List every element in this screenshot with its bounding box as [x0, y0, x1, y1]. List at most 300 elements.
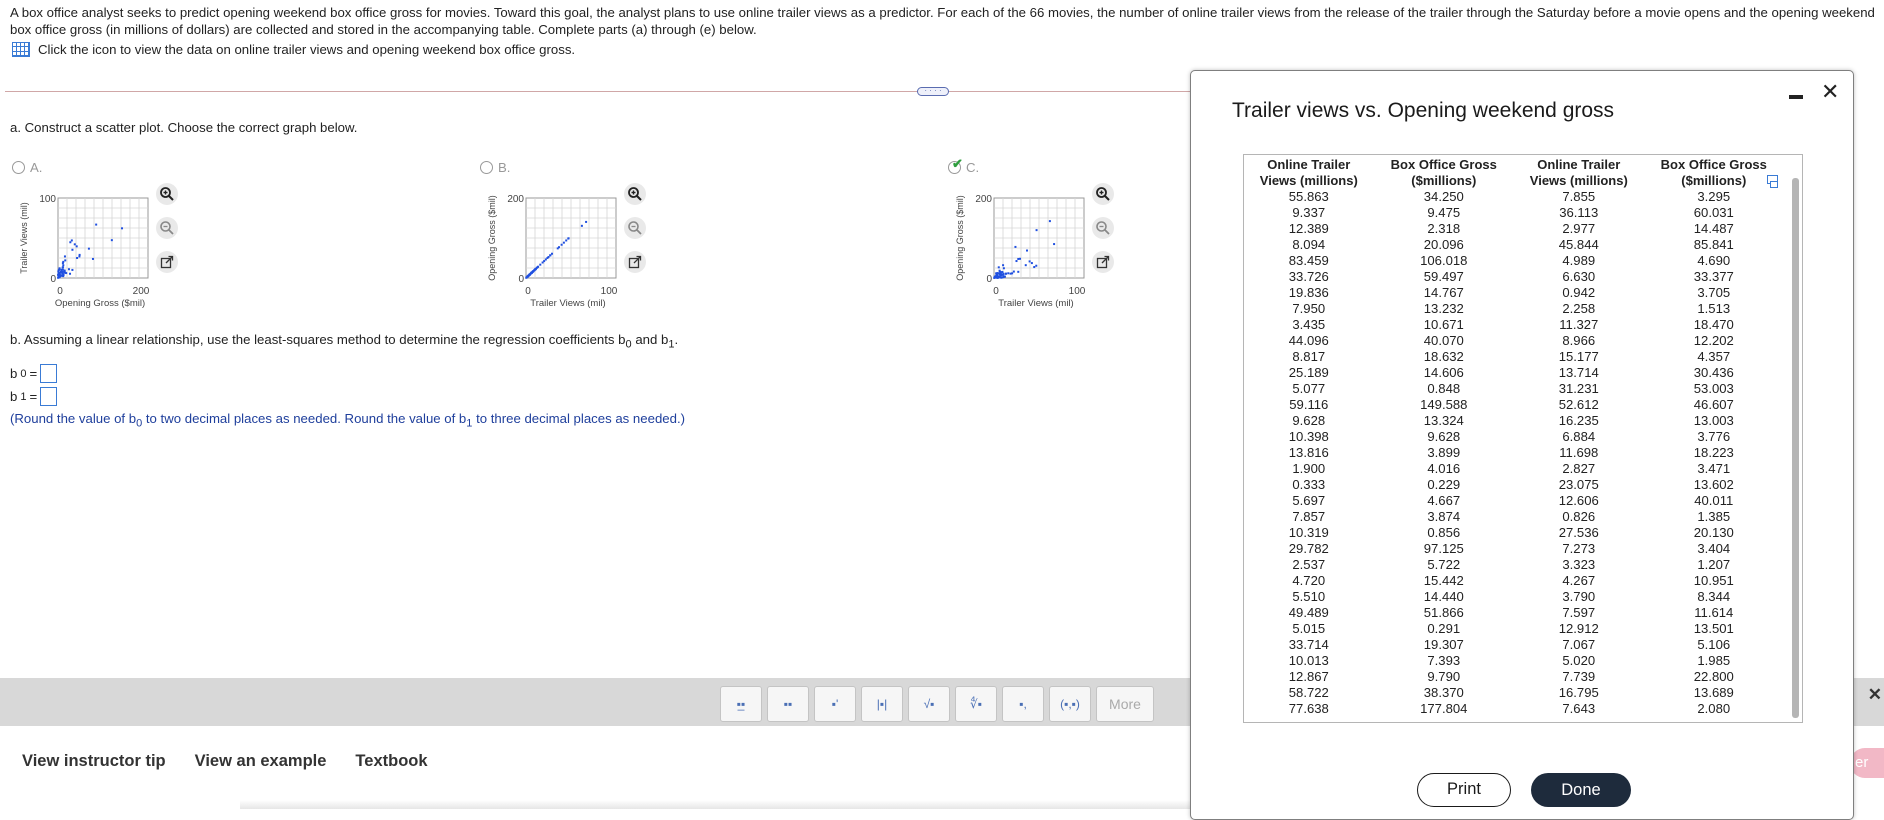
table-cell: 10.951 — [1693, 573, 1734, 588]
table-cell: 85.841 — [1693, 237, 1734, 252]
table-row — [1244, 253, 1784, 269]
option-c-y-tick-top: 200 — [975, 194, 992, 205]
table-cell: 10.671 — [1423, 317, 1464, 332]
table-row — [1244, 669, 1784, 685]
scatter-point — [999, 270, 1001, 272]
table-cell: 7.950 — [1292, 301, 1326, 316]
scatter-point — [60, 275, 62, 277]
scatter-point — [57, 270, 59, 272]
table-icon[interactable] — [12, 42, 30, 57]
col-header-views-1 — [1244, 155, 1374, 189]
zoom-out-icon[interactable] — [156, 217, 178, 239]
zoom-in-icon[interactable] — [1092, 183, 1114, 205]
scatter-point — [1000, 275, 1002, 277]
subscript-1: 1 — [668, 338, 675, 351]
open-external-icon[interactable] — [156, 251, 178, 273]
scatter-point — [71, 269, 73, 271]
table-cell: 40.070 — [1423, 333, 1464, 348]
scatter-point — [62, 262, 64, 264]
option-a-radio[interactable] — [12, 161, 25, 174]
footer-links — [22, 752, 428, 771]
table-cell: 27.536 — [1558, 525, 1599, 540]
table-row — [1244, 701, 1784, 717]
table-cell: 1.900 — [1292, 461, 1326, 476]
table-cell: 7.597 — [1562, 605, 1596, 620]
zoom-out-icon[interactable] — [1092, 217, 1114, 239]
part-b-suffix: . — [674, 332, 679, 347]
square-root-button[interactable]: √▪ — [908, 686, 950, 722]
option-c-label: C. — [966, 160, 980, 175]
scatter-point — [111, 239, 113, 241]
table-cell: 36.113 — [1559, 205, 1599, 220]
header-line: ($millions) — [1411, 173, 1477, 188]
table-row — [1244, 653, 1784, 669]
data-link[interactable] — [12, 42, 575, 57]
header-line: Views (millions) — [1259, 173, 1358, 188]
table-cell: 11.327 — [1559, 317, 1599, 332]
fraction-button[interactable]: ▪̲▪ — [720, 686, 762, 722]
option-a[interactable] — [12, 160, 42, 175]
scatter-point — [76, 257, 78, 259]
table-cell: 14.606 — [1423, 365, 1464, 380]
table-cell: 49.489 — [1288, 605, 1329, 620]
scatter-point — [69, 241, 71, 243]
scatter-point — [1003, 267, 1005, 269]
table-row — [1244, 509, 1784, 525]
scatter-point — [1033, 266, 1035, 268]
data-link-text[interactable]: Click the icon to view the data on online trailer views and opening weekend box office gross. — [38, 42, 576, 57]
table-row — [1244, 573, 1784, 589]
table-cell: 7.393 — [1427, 653, 1461, 668]
scatter-point — [561, 244, 563, 246]
scatter-point — [565, 239, 567, 241]
header-line: ($millions) — [1681, 173, 1747, 188]
scatter-point — [551, 253, 553, 255]
header-line: Box Office Gross — [1390, 157, 1497, 172]
header-line: Online Trailer — [1267, 157, 1351, 172]
help-tab[interactable]: er — [1850, 748, 1884, 778]
table-row — [1244, 589, 1784, 605]
table-cell: 4.016 — [1427, 461, 1461, 476]
table-row — [1244, 349, 1784, 365]
b0-subscript: 0 — [20, 367, 27, 380]
table-row — [1244, 381, 1784, 397]
table-row — [1244, 237, 1784, 253]
scatter-point — [1002, 264, 1004, 266]
table-cell: 12.867 — [1288, 669, 1329, 684]
table-cell: 25.189 — [1288, 365, 1329, 380]
table-cell: 0.848 — [1427, 381, 1461, 396]
close-icon[interactable]: ✕ — [1821, 79, 1840, 104]
table-cell: 3.874 — [1427, 509, 1461, 524]
table-cell: 13.324 — [1423, 413, 1464, 428]
absolute-value-button[interactable]: |▪| — [861, 686, 903, 722]
table-cell: 13.501 — [1693, 621, 1734, 636]
b1-row — [10, 387, 57, 406]
header-line: Box Office Gross — [1660, 157, 1767, 172]
scatter-point — [567, 238, 569, 240]
table-cell: 1.207 — [1697, 557, 1731, 572]
table-row — [1244, 317, 1784, 333]
option-b-x-tick-left: 0 — [525, 286, 531, 297]
table-row — [1244, 637, 1784, 653]
table-cell: 19.836 — [1288, 285, 1329, 300]
scatter-point — [539, 264, 541, 266]
table-cell: 59.497 — [1423, 269, 1464, 284]
scatter-point — [546, 257, 548, 259]
scatter-point — [1025, 264, 1027, 266]
table-row — [1244, 397, 1784, 413]
table-row — [1244, 301, 1784, 317]
scatter-point — [65, 272, 67, 274]
option-c-x-tick-right: 100 — [1068, 286, 1086, 297]
table-cell: 4.667 — [1427, 493, 1461, 508]
scatter-point — [64, 259, 66, 261]
option-b-y-tick-bottom: 0 — [518, 274, 524, 285]
table-cell: 34.250 — [1423, 189, 1464, 204]
table-cell: 7.643 — [1562, 701, 1596, 716]
scrollbar-thumb[interactable] — [1792, 178, 1799, 718]
scatter-point — [563, 242, 565, 244]
scatter-point — [581, 225, 583, 227]
option-a-x-label: Opening Gross ($mil) — [54, 298, 146, 309]
scatter-point — [92, 258, 94, 260]
zoom-out-icon[interactable] — [624, 217, 646, 239]
table-cell: 177.804 — [1420, 701, 1468, 716]
table-row — [1244, 221, 1784, 237]
table-row — [1244, 413, 1784, 429]
option-c[interactable] — [948, 156, 980, 175]
table-cell: 83.459 — [1288, 253, 1329, 268]
table-cell: 4.357 — [1697, 349, 1731, 364]
table-cell: 51.866 — [1423, 605, 1464, 620]
scatter-point — [1049, 220, 1051, 222]
table-cell: 13.689 — [1693, 685, 1734, 700]
scatter-point — [1000, 277, 1002, 279]
table-cell: 5.697 — [1292, 493, 1326, 508]
ordered-pair-button[interactable]: (▪,▪) — [1049, 686, 1091, 722]
table-cell: 4.690 — [1697, 253, 1731, 268]
mixed-number-button[interactable]: ▪▪ — [767, 686, 809, 722]
table-cell: 20.130 — [1693, 525, 1734, 540]
table-cell: 3.435 — [1292, 317, 1326, 332]
problem-statement: A box office analyst seeks to predict opening weekend box office gross for movies. Toward this goal, the analyst plans to use online trailer views as a predictor. For each of the 66 movies, the number of online trailer views from the release of the trailer through the Saturday before a movie opens and the opening weekend box office gross (in millions of dollars) are collected and stored in the accompanying table. Complete parts (a) through (e) below. — [10, 5, 1875, 37]
table-cell: 5.015 — [1292, 621, 1326, 636]
scatter-point — [1053, 243, 1055, 245]
table-cell: 5.106 — [1697, 637, 1731, 652]
scatter-point — [1010, 273, 1012, 275]
table-cell: 23.075 — [1558, 477, 1599, 492]
table-cell: 9.475 — [1427, 205, 1461, 220]
table-row — [1244, 605, 1784, 621]
table-cell: 10.398 — [1288, 429, 1329, 444]
done-button[interactable]: Done — [1531, 773, 1631, 807]
table-cell: 45.844 — [1558, 237, 1599, 252]
table-cell: 4.989 — [1562, 253, 1596, 268]
scatter-point — [1003, 276, 1005, 278]
table-cell: 0.826 — [1562, 509, 1596, 524]
table-cell: 0.333 — [1292, 477, 1326, 492]
option-c-y-tick-bottom: 0 — [986, 274, 992, 285]
table-cell: 13.003 — [1693, 413, 1734, 428]
table-cell: 12.912 — [1558, 621, 1599, 636]
table-cell: 14.487 — [1693, 221, 1734, 236]
scatter-point — [68, 268, 70, 270]
table-row — [1244, 557, 1784, 573]
scatter-point — [1015, 260, 1017, 262]
hint-part-2: to two decimal places as needed. Round the value of b — [142, 411, 467, 426]
scatter-point — [121, 227, 123, 229]
option-a-plot — [18, 188, 158, 312]
table-cell: 8.344 — [1697, 589, 1731, 604]
zoom-in-icon[interactable] — [156, 183, 178, 205]
header-line: Views (millions) — [1529, 173, 1628, 188]
table-cell: 149.588 — [1420, 397, 1468, 412]
nth-root-button[interactable]: ∜▪ — [955, 686, 997, 722]
scatter-point — [60, 271, 62, 273]
table-row — [1244, 525, 1784, 541]
option-c-tools — [1092, 183, 1114, 273]
scatter-point — [62, 264, 64, 266]
more-button[interactable]: More — [1096, 686, 1154, 722]
part-b-question — [10, 332, 678, 351]
table-cell: 33.726 — [1288, 269, 1329, 284]
decimal-button[interactable]: ▪, — [1002, 686, 1044, 722]
divider-handle[interactable]: · · · · — [917, 87, 949, 96]
section-divider — [5, 91, 1195, 92]
header-line: Online Trailer — [1537, 157, 1621, 172]
option-b-y-tick-top: 200 — [507, 194, 524, 205]
table-cell: 6.630 — [1562, 269, 1596, 284]
textbook-link[interactable]: Textbook — [355, 752, 428, 770]
scatter-point — [1013, 271, 1015, 273]
hint-part-1: (Round the value of b — [10, 411, 137, 426]
scatter-point — [1036, 229, 1038, 231]
example-link[interactable]: View an example — [194, 752, 327, 770]
scatter-point — [58, 272, 60, 274]
open-external-icon[interactable] — [1092, 251, 1114, 273]
table-cell: 10.319 — [1288, 525, 1329, 540]
table-cell: 3.790 — [1562, 589, 1596, 604]
table-row — [1244, 285, 1784, 301]
b1-label: b — [10, 389, 18, 404]
b0-row — [10, 364, 57, 383]
b1-input[interactable] — [40, 387, 57, 406]
table-cell: 9.628 — [1292, 413, 1326, 428]
table-cell: 58.722 — [1288, 685, 1329, 700]
scatter-point — [529, 274, 531, 276]
exponent-button[interactable]: ▪' — [814, 686, 856, 722]
table-cell: 5.020 — [1562, 653, 1596, 668]
table-cell: 8.817 — [1292, 349, 1326, 364]
option-b[interactable] — [480, 160, 510, 175]
table-cell: 12.606 — [1558, 493, 1599, 508]
data-table-container — [1243, 154, 1803, 723]
table-cell: 97.125 — [1423, 541, 1464, 556]
table-row — [1244, 541, 1784, 557]
table-cell: 60.031 — [1693, 205, 1734, 220]
scatter-point — [1014, 246, 1016, 248]
option-a-label: A. — [30, 160, 43, 175]
b1-equals: = — [29, 389, 38, 404]
option-a-x-tick-right: 200 — [132, 286, 150, 297]
table-row — [1244, 461, 1784, 477]
table-cell: 16.235 — [1558, 413, 1599, 428]
table-cell: 3.295 — [1697, 189, 1731, 204]
scatter-point — [996, 274, 998, 276]
table-row — [1244, 365, 1784, 381]
option-c-x-label: Trailer Views (mil) — [998, 298, 1074, 309]
option-b-x-label: Trailer Views (mil) — [530, 298, 606, 309]
option-b-radio[interactable] — [480, 161, 493, 174]
table-cell: 9.790 — [1427, 669, 1461, 684]
scatter-point — [997, 276, 999, 278]
table-cell: 33.714 — [1288, 637, 1329, 652]
table-row — [1244, 333, 1784, 349]
table-header-row — [1244, 155, 1784, 189]
option-a-x-tick-left: 0 — [57, 286, 63, 297]
table-cell: 3.705 — [1697, 285, 1731, 300]
option-b-tools — [624, 183, 646, 273]
table-cell: 44.096 — [1288, 333, 1329, 348]
scatter-point — [1026, 250, 1028, 252]
subscript-0: 0 — [625, 338, 632, 351]
table-cell: 5.077 — [1292, 381, 1326, 396]
table-cell: 7.855 — [1562, 189, 1596, 204]
table-cell: 7.067 — [1562, 637, 1596, 652]
table-row — [1244, 685, 1784, 701]
dialog-title: Trailer views vs. Opening weekend gross — [1232, 99, 1615, 122]
col-header-gross-2 — [1644, 155, 1784, 189]
table-cell: 7.273 — [1562, 541, 1596, 556]
table-cell: 3.471 — [1697, 461, 1731, 476]
table-cell: 2.537 — [1292, 557, 1326, 572]
scatter-point — [1007, 272, 1009, 274]
table-cell: 6.884 — [1562, 429, 1596, 444]
table-cell: 2.977 — [1562, 221, 1596, 236]
table-cell: 31.231 — [1558, 381, 1599, 396]
math-toolbar-buttons — [720, 686, 1154, 722]
table-cell: 8.966 — [1562, 333, 1596, 348]
scatter-point — [537, 266, 539, 268]
table-cell: 4.267 — [1562, 573, 1596, 588]
table-cell: 46.607 — [1693, 397, 1734, 412]
scatter-point — [74, 243, 76, 245]
option-c-y-label: Opening Gross ($mil) — [955, 195, 965, 281]
copy-icon[interactable] — [1767, 175, 1778, 184]
option-b-label: B. — [498, 160, 511, 175]
data-dialog — [1190, 70, 1854, 820]
table-row — [1244, 493, 1784, 509]
col-header-gross-1 — [1374, 155, 1514, 189]
hint-sub-0: 0 — [136, 417, 143, 430]
part-b-text: b. Assuming a linear relationship, use the least-squares method to determine the regression coefficients b — [10, 332, 626, 347]
instructor-tip-link[interactable]: View instructor tip — [22, 752, 166, 770]
table-cell: 77.638 — [1288, 701, 1329, 716]
table-cell: 106.018 — [1420, 253, 1468, 268]
option-b-x-tick-right: 100 — [600, 286, 618, 297]
table-cell: 16.795 — [1558, 685, 1599, 700]
table-row — [1244, 189, 1784, 205]
scatter-point — [998, 273, 1000, 275]
option-a-y-tick-top: 100 — [39, 194, 56, 205]
scrollbar[interactable] — [1789, 155, 1802, 722]
table-cell: 7.739 — [1562, 669, 1596, 684]
table-cell: 15.442 — [1423, 573, 1464, 588]
hint-part-3: to three decimal places as needed.) — [472, 411, 685, 426]
table-cell: 22.800 — [1693, 669, 1734, 684]
scatter-point — [1031, 262, 1033, 264]
hint-sub-1: 1 — [466, 417, 473, 430]
scatter-point — [76, 245, 78, 247]
scatter-point — [71, 249, 73, 251]
table-cell: 10.013 — [1288, 653, 1329, 668]
part-a-question: a. Construct a scatter plot. Choose the correct graph below. — [10, 120, 358, 135]
option-b-y-label: Opening Gross ($mil) — [487, 195, 497, 281]
table-cell: 4.720 — [1292, 573, 1326, 588]
option-a-y-tick-bottom: 0 — [50, 274, 56, 285]
option-a-tools — [156, 183, 178, 273]
table-row — [1244, 429, 1784, 445]
scatter-point — [78, 255, 80, 257]
scatter-point — [71, 239, 73, 241]
scatter-point — [542, 261, 544, 263]
option-a-y-label: Trailer Views (mil) — [19, 202, 29, 274]
zoom-in-icon[interactable] — [624, 183, 646, 205]
scatter-point — [62, 266, 64, 268]
b0-input[interactable] — [40, 364, 57, 383]
print-button[interactable]: Print — [1417, 773, 1511, 807]
table-row — [1244, 269, 1784, 285]
table-row — [1244, 477, 1784, 493]
table-cell: 40.011 — [1694, 493, 1734, 508]
minimize-icon[interactable] — [1789, 95, 1803, 99]
table-cell: 9.628 — [1427, 429, 1461, 444]
table-cell: 0.229 — [1427, 477, 1461, 492]
b0-label: b — [10, 366, 18, 381]
table-cell: 1.513 — [1697, 301, 1731, 316]
scatter-point — [585, 221, 587, 223]
table-cell: 5.722 — [1427, 557, 1461, 572]
table-cell: 2.258 — [1562, 301, 1596, 316]
table-cell: 38.370 — [1423, 685, 1464, 700]
table-cell: 18.223 — [1693, 445, 1734, 460]
scatter-point — [531, 272, 533, 274]
table-cell: 3.776 — [1697, 429, 1731, 444]
table-cell: 20.096 — [1423, 237, 1464, 252]
table-cell: 0.856 — [1427, 525, 1461, 540]
table-cell: 11.698 — [1559, 445, 1599, 460]
scatter-point — [998, 266, 1000, 268]
table-cell: 3.323 — [1562, 557, 1596, 572]
scatter-point — [549, 254, 551, 256]
table-cell: 13.232 — [1423, 301, 1464, 316]
table-cell: 13.816 — [1288, 445, 1329, 460]
open-external-icon[interactable] — [624, 251, 646, 273]
scatter-point — [1017, 258, 1019, 260]
scatter-point — [95, 224, 97, 226]
close-icon[interactable]: ✕ — [1867, 685, 1882, 704]
table-cell: 52.612 — [1558, 397, 1599, 412]
option-c-radio[interactable] — [948, 156, 963, 174]
scatter-point — [64, 255, 66, 257]
table-cell: 11.614 — [1694, 605, 1734, 620]
b1-subscript: 1 — [20, 390, 27, 403]
scatter-point — [1017, 271, 1019, 273]
table-row — [1244, 445, 1784, 461]
scatter-point — [61, 269, 63, 271]
table-cell: 15.177 — [1558, 349, 1599, 364]
